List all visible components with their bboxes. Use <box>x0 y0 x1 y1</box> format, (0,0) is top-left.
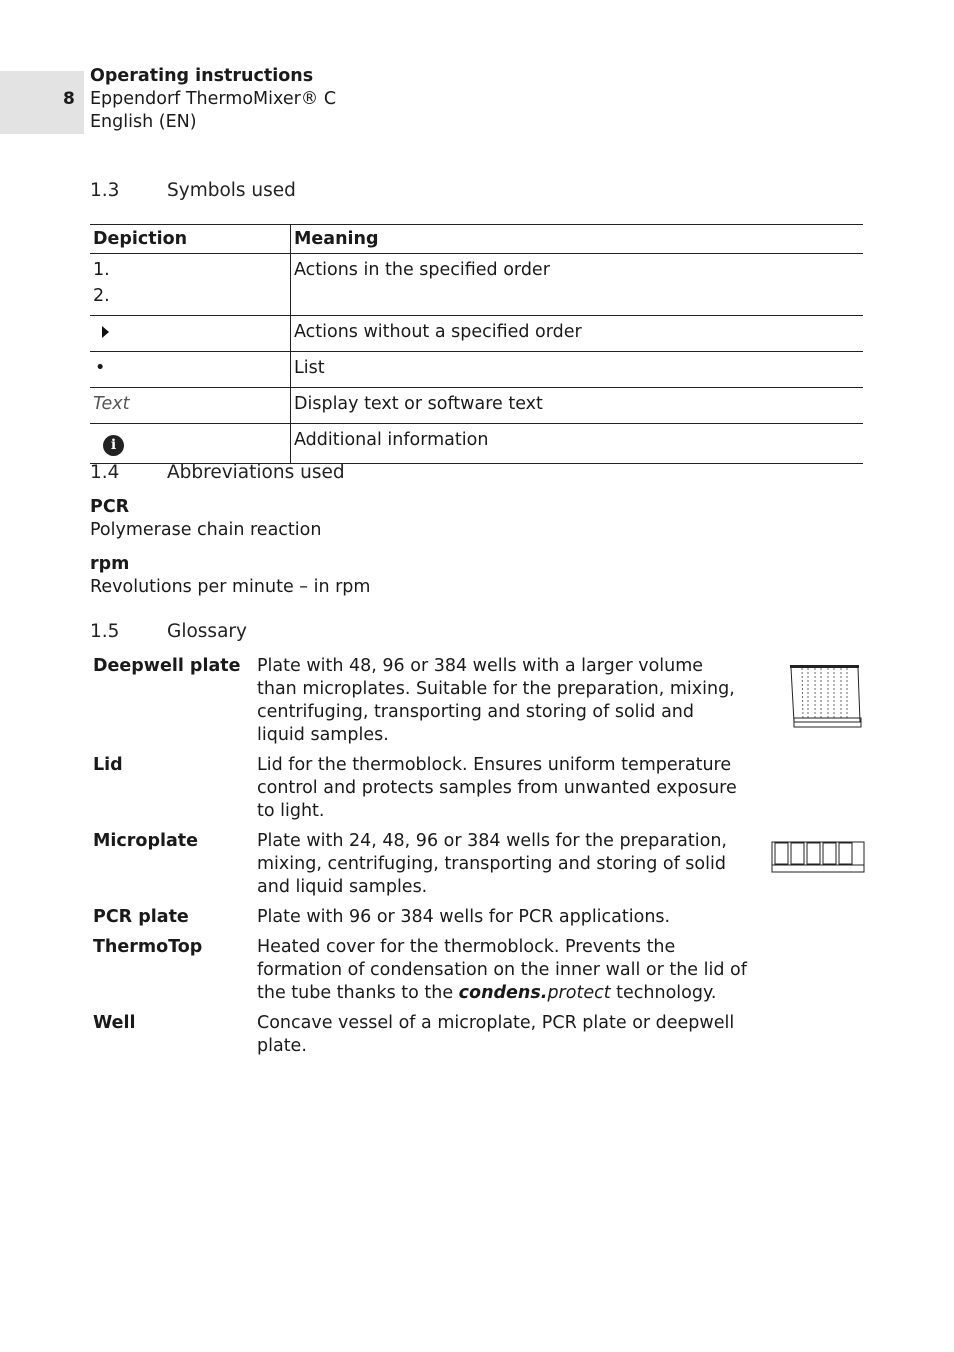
glossary-term: Microplate <box>93 831 199 851</box>
info-icon: i <box>103 435 124 456</box>
glossary-entry <box>90 754 865 823</box>
section-title: Symbols used <box>167 180 296 201</box>
meaning-cell: Actions in the specified order <box>291 254 864 316</box>
table-row <box>90 254 863 316</box>
header-language: English (EN) <box>90 112 197 132</box>
section-heading-glossary <box>90 621 247 642</box>
section-number: 1.5 <box>90 621 120 642</box>
brand-name-italic: protect <box>547 983 611 1003</box>
definition-text: Heated cover for the thermoblock. Prevents the formation of condensation on the inner wall or the lid of the tube thanks to the <box>257 937 747 1003</box>
glossary-entry <box>90 1012 865 1058</box>
definition-text: technology. <box>610 983 717 1003</box>
italic-text-sample: Text <box>93 394 130 414</box>
bullet-symbol: • <box>95 358 106 378</box>
abbreviation-item <box>90 496 321 542</box>
table-row <box>90 424 863 464</box>
glossary-entry <box>90 936 865 1005</box>
column-header-meaning: Meaning <box>291 225 864 254</box>
table-row <box>90 388 863 424</box>
glossary-entry <box>90 655 865 747</box>
depiction-cell <box>90 424 291 464</box>
glossary-entry <box>90 830 865 899</box>
table-header-row <box>90 225 863 254</box>
glossary-definition <box>257 936 747 1005</box>
document-header <box>90 65 336 134</box>
section-title: Abbreviations used <box>167 462 345 483</box>
glossary-term: PCR plate <box>93 907 189 927</box>
depiction-cell <box>90 352 291 388</box>
meaning-cell: Display text or software text <box>291 388 864 424</box>
abbreviation-term: PCR <box>90 497 130 517</box>
page-number: 8 <box>63 89 75 109</box>
depiction-cell <box>90 254 291 316</box>
glossary-definition: Concave vessel of a microplate, PCR plate or deepwell plate. <box>257 1013 735 1056</box>
header-title: Operating instructions <box>90 66 314 86</box>
abbreviation-item <box>90 553 370 599</box>
section-number: 1.3 <box>90 180 120 201</box>
meaning-cell: Actions without a specified order <box>291 316 864 352</box>
glossary-term: Well <box>93 1013 136 1033</box>
section-number: 1.4 <box>90 462 120 483</box>
triangle-right-icon <box>102 326 109 338</box>
section-heading-symbols <box>90 180 296 201</box>
glossary-list <box>90 655 865 1065</box>
table-row <box>90 352 863 388</box>
column-header-depiction: Depiction <box>90 225 291 254</box>
abbreviation-term: rpm <box>90 554 130 574</box>
step-number: 2. <box>93 286 110 306</box>
depiction-cell <box>90 316 291 352</box>
header-product: Eppendorf ThermoMixer® C <box>90 89 337 109</box>
meaning-cell: List <box>291 352 864 388</box>
glossary-definition: Plate with 96 or 384 wells for PCR applications. <box>257 907 671 927</box>
deepwell-plate-drawing <box>788 662 864 730</box>
symbols-table <box>90 224 863 464</box>
section-title: Glossary <box>167 621 247 642</box>
abbreviation-definition: Polymerase chain reaction <box>90 520 322 540</box>
abbreviation-definition: Revolutions per minute – in rpm <box>90 577 371 597</box>
glossary-term: ThermoTop <box>93 937 203 957</box>
glossary-entry <box>90 906 865 929</box>
brand-name-bold: condens. <box>458 983 548 1003</box>
glossary-term: Lid <box>93 755 123 775</box>
meaning-cell: Additional information <box>291 424 864 464</box>
section-heading-abbreviations <box>90 462 345 483</box>
step-number: 1. <box>93 260 110 280</box>
glossary-term: Deepwell plate <box>93 656 241 676</box>
glossary-definition: Plate with 48, 96 or 384 wells with a larger volume than microplates. Suitable for the preparation, mixing, centrifuging, transporting and storing of solid and liquid samples. <box>257 656 735 745</box>
depiction-cell <box>90 388 291 424</box>
glossary-definition: Lid for the thermoblock. Ensures uniform temperature control and protects samples from unwanted exposure to light. <box>257 755 737 821</box>
microplate-drawing <box>770 839 865 875</box>
table-row <box>90 316 863 352</box>
glossary-definition: Plate with 24, 48, 96 or 384 wells for the preparation, mixing, centrifuging, transporting and storing of solid and liquid samples. <box>257 831 727 897</box>
